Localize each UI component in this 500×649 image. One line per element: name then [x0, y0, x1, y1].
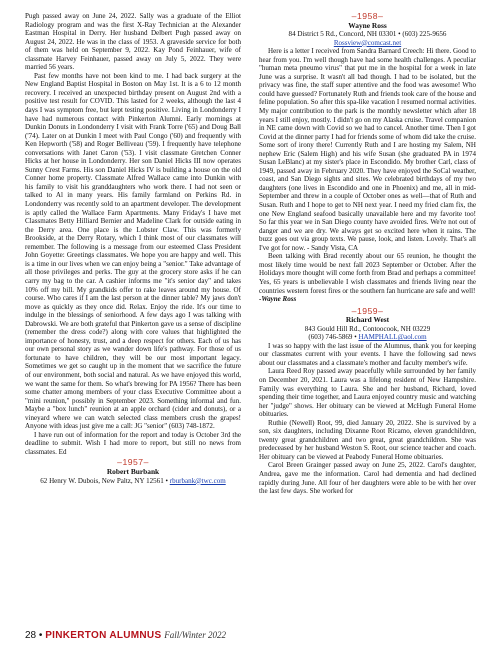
- class-correspondent-name: Robert Burbank: [106, 466, 160, 476]
- class-correspondent-contact: (603) 746-5869 • HAMPHALL@aol.com: [308, 333, 427, 342]
- publication-name: PINKERTON ALUMNUS: [45, 630, 162, 641]
- left-column: [25, 12, 241, 485]
- class-correspondent-email: [259, 39, 476, 48]
- class-correspondent-address: 843 Gould Hill Rd., Contoocook, NH 03229: [304, 324, 431, 333]
- email-link[interactable]: rburbank@twc.com: [169, 476, 226, 485]
- paragraph: Past few months have not been kind to me. I had back surgery at the New England Baptist Hospital in Boston on May 1st. It is a 6 to 12 month recovery. I received an unexpected birthday present on August 2nd with a positive test result for COVID. This lasted for 2 weeks, although the last 4 days I was symptom free, but kept testing positive. Living in Londonderry I have had numerous contact with Pinkerton Alumni. Early mornings at Dunkin Donuts in Londonderry I visit with Frank Torre ('65) and Doug Ball ('74). Later on at Dunkin I meet with Paul Congo ('60) and frequently with Ken Hepworth ('58) and Roger Belliveau ('59). I frequently have telephone conversations with Janet Caron ('53). I visit classmate Gretchen Conner Hicks at her house in Londonderry. Her son Daniel Hicks III now operates Sunny Crest Farms. His son Daniel Hicks IV is building a house on the old Conner home property. Classmate Alfred Wallace came into Dunkin with his family to visit his granddaughters who work there. I had not seen or talked to Al in many years. His family farmland on Perkins Rd. in Londonderry was recently sold to an apartment developer. The development is aptly called the Wallace Farm Apartments. Many Friday's I have met Classmates Betty Hilliard Bernier and Madeline Clark for outside eating in the Derry area. One place is the Lobster Claw. This was formerly Brookside, at the Derry Rotary, which I think most of our classmates will remember. The following is a message from our esteemed Class President John Goyette: Greetings classmates. We hope you are happy and well. This is a time in our lives when we can enjoy being a "senior." Take advantage of all those privileges and perks. The guy at the grocery store asks if he can carry my bag to the car. A cashier informs me "it's senior day" and takes 10% off my bill. My grandkids offer to rake leaves around my house. Of course. Who cares if I am the last person at the dinner table? My jaws don't move as quickly as they once did. Relax. Enjoy the ride. It's our time to indulge in the blessings of seniorhood. A few days ago I was talking with Dabrowski. We are both grateful that Pinkerton gave us a sense of discipline (remember the dress code?) along with core values that highlighted the importance of honesty, trust, and a deep respect for others. Each of us has our own personal story as we wander down life's pathway. For those of us fortunate to have children, they will be our most important legacy. Sometimes we get so caught up in the moment that we sacrifice the future of our environment, both social and natural. As we have enjoyed this world, we want the same for them. So what's brewing for PA 1956? There has been some chatter among members of your class Executive Committee about a "mini reunion," possibly in September 2023. Something informal and fun. Maybe a "box lunch" reunion at an apple orchard (cider and donuts), or a vineyard where we can watch selected class members crush the grapes! Anyone with ideas just give me a call: JG "senior" (603) 748-1872.: [25, 71, 241, 431]
- class-year-heading-1958: –1958–: [351, 11, 384, 21]
- class-year-heading-1957: –1957–: [117, 457, 149, 468]
- paragraph: Been talking with Brad recently about our 65 reunion, he thought the most likely time would be next fall 2023 September or October. After the Holidays more thought will come forth from Brad and perhaps a committee! Yes, 65 years is unbelievable I wish classmates and friends living near the countries western forest fires or the southern fan hurricane are safe and well!: [259, 252, 476, 295]
- class-correspondent-name: Richard West: [345, 315, 390, 325]
- paragraph: I was so happy with the last issue of the Alumnus, thank you for keeping our classmates current with your events. I have the following sad news about our classmates and a classmate's mother and faculty member's wife.: [259, 341, 476, 367]
- paragraph: Ruthie (Newell) Root, 99, died January 20, 2022. She is survived by a son, six daughters, including Dixanne Root Ricamo, eleven grandchildren, twenty great grandchildren and two great, great grandchildren. She was predeceased by her husband Weston S. Root, our science teacher and coach. Her obituary can be viewed at Peabody Funeral Home obituaries.: [259, 418, 476, 461]
- email-link[interactable]: HAMPHALL@aol.com: [358, 333, 427, 342]
- email-link[interactable]: Rossview@comcast.net: [333, 38, 402, 47]
- paragraph: Laura Reed Roy passed away peacefully while surrounded by her family on December 20, 2021. Laura was a lifelong resident of New Hampshire. Family was everything to Laura. She and her husband, Richard, loved spending their time together, and Laura enjoyed country music and watching her "judge" shows. Her obituary can be viewed at McHugh Funeral Home obituaries.: [259, 367, 476, 419]
- class-correspondent-address: 62 Henry W. Dubois, New Paltz, NY 12561 • rburbank@twc.com: [40, 476, 226, 485]
- paragraph: I have run out of information for the report and today is October 3rd the deadline to submit. Wish I had more to report, but still no news from classmates. Ed: [25, 430, 241, 456]
- class-correspondent-name: Wayne Ross: [348, 20, 387, 30]
- issue-label: Fall/Winter 2022: [164, 630, 226, 640]
- class-correspondent-address: 84 District 5 Rd., Concord, NH 03301 • (603) 225-9656: [288, 30, 447, 39]
- paragraph: Pugh passed away on June 24, 2022. Sally was a graduate of the Elliot Radiology program and was the first X-Ray Technician at the Alexander Eastman Hospital in Derry. Her husband Delbert Pugh passed away on August 24, 2022. He was in the class of 1953. A graveside service for both of them was held on September 9, 2022. Kay Pond Feinhauer, wife of classmate Harvey Feinhauer, passed away on July 5, 2022. They were married 56 years.: [25, 12, 241, 72]
- paragraph: Here is a letter I received from Sandra Barnard Creech: Hi there. Good to hear from you. I'm well though have had some health challenges. A peculiar "human meta pneumo virus" that put me in the hospital for a week in late June was a surprise. It wasn't all bad though. I had to be isolated, but the privacy was fine, the staff super attentive and the food was awesome! Who could have guessed? Fortunately Ruth and friends took care of the house and feline population. So after this spa-like vacation I resumed normal activities. My major contribution to the park is the monthly newsletter which after 18 years I still enjoy, mostly. I didn't go on my Alaska cruise. Travel companion in NE came down with Covid so we had to cancel. Another time. Then I got Covid at the dinner party I had for friends some of whom did take the cruise. Some sort of irony there! Currently Ruth and I are hosting my Salem, NH nephew Eric (Salem High) and his wife Susan (she graduated PA in 1974 Susan LeBlanc) at my sister's place in Escondido. My brother Carl, class of 1949, passed away in February 2020. They have enjoyed the SoCal weather, coast, and San Diego sights and sites. We celebrated birthdays of my two daughters (one lives in Escondido and one in Phoenix) and me, all in mid-September and threw in a couple of October ones as well—that of Ruth and Susan. Ruth and I hope to get to NH next year. I need my fried clam fix, the one New England seafood basically unavailable here and my favorite too! So far this year we in San Diego county have avoided fires. We're not out of danger and we are dry. We always get so excited here when it rains. The buzz goes out via group texts. We pause, look, and listen. Lovely. That's all I've got for now. - Sandy Vista, CA: [259, 47, 476, 252]
- class-year-heading-1959: –1959–: [351, 305, 384, 316]
- paragraph: Carol Breen Grainger passed away on June 25, 2022. Carol's daughter, Andrea, gave me the information. Carol had dementia and had declined rapidly during June. All four of her daughters were able to be with her over the last few days. She worked for: [259, 461, 476, 496]
- page-footer: 28 • PINKERTON ALUMNUS Fall/Winter 2022: [25, 630, 226, 641]
- right-column: [259, 12, 476, 496]
- signature: -Wayne Ross: [259, 295, 297, 304]
- page-number: 28: [25, 630, 37, 641]
